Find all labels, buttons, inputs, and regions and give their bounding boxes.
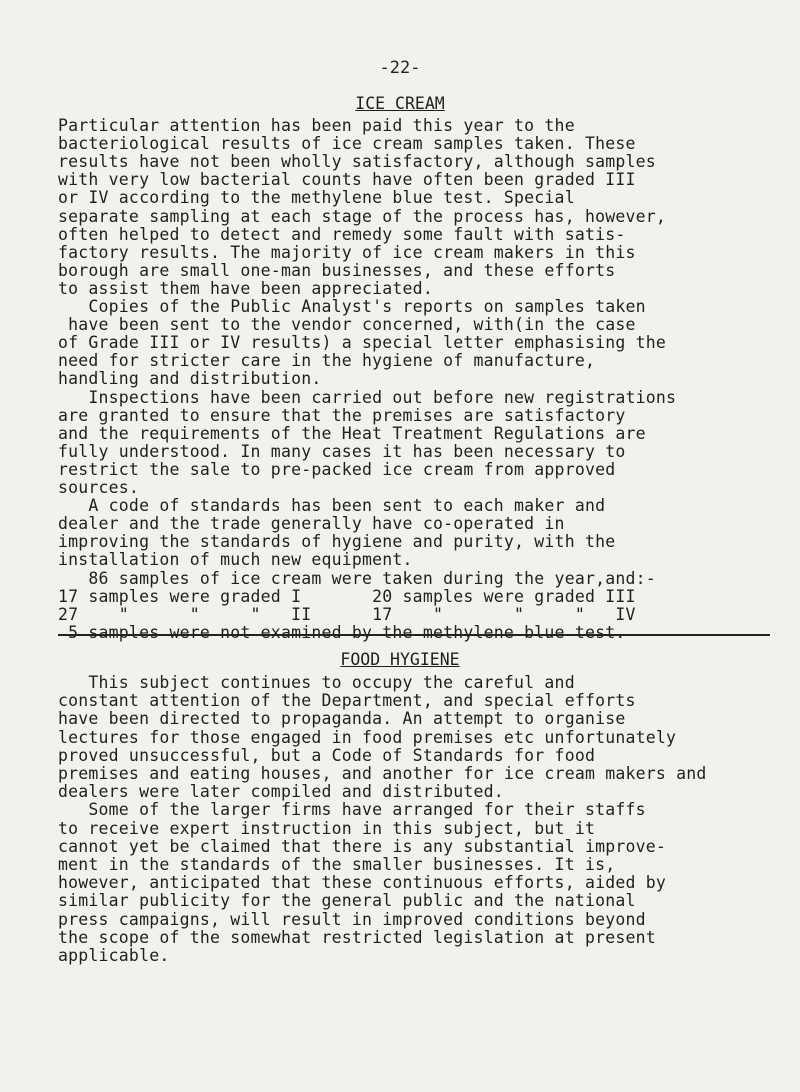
text-line: premises and eating houses, and another for ice cream makers and xyxy=(58,764,707,783)
text-line: applicable. xyxy=(58,946,170,965)
text-line: often helped to detect and remedy some fault with satis- xyxy=(58,224,626,244)
text-line: Inspections have been carried out before new registrations xyxy=(58,387,677,407)
text-line: with very low bacterial counts have often been graded III xyxy=(58,170,636,190)
text-line: 17 samples were graded I 20 samples were graded III xyxy=(58,586,636,606)
text-line: improving the standards of hygiene and purity, with the xyxy=(58,532,616,552)
text-line: sources. xyxy=(58,478,140,497)
text-line: 5 samples were not examined by the methylene blue test. xyxy=(58,622,626,642)
text-line: restrict the sale to pre-packed ice cream from approved xyxy=(58,459,616,479)
section-heading-ice-cream xyxy=(0,94,800,113)
text-line: and the requirements of the Heat Treatment Regulations are xyxy=(58,423,646,443)
text-line: lectures for those engaged in food premises etc unfortunately xyxy=(58,727,677,747)
text-line: press campaigns, will result in improved conditions beyond xyxy=(58,909,646,929)
text-line: dealer and the trade generally have co-operated in xyxy=(58,514,565,534)
text-line: 86 samples of ice cream were taken during the year,and:- xyxy=(58,568,656,588)
text-line: cannot yet be claimed that there is any substantial improve- xyxy=(58,836,667,856)
text-line: This subject continues to occupy the careful and xyxy=(58,673,575,692)
text-line: fully understood. In many cases it has been necessary to xyxy=(58,441,626,461)
text-line: of Grade III or IV results) a special letter emphasising the xyxy=(58,333,667,353)
text-line: Copies of the Public Analyst's reports on samples taken xyxy=(58,297,646,316)
text-line: A code of standards has been sent to each maker and xyxy=(58,496,606,516)
text-line: results have not been wholly satisfactory, although samples xyxy=(58,152,656,172)
text-line: installation of much new equipment. xyxy=(58,550,413,570)
text-line: however, anticipated that these continuous efforts, aided by xyxy=(58,873,667,893)
text-line: constant attention of the Department, and special efforts xyxy=(58,691,636,711)
text-line: 27 " " " II 17 " " " IV xyxy=(58,604,636,624)
text-line: borough are small one-man businesses, and these efforts xyxy=(58,260,616,280)
text-line: or IV according to the methylene blue test. Special xyxy=(58,188,575,208)
text-line: to receive expert instruction in this subject, but it xyxy=(58,818,596,838)
text-line: separate sampling at each stage of the process has, however, xyxy=(58,206,667,226)
text-line: have been directed to propaganda. An attempt to organise xyxy=(58,709,626,729)
text-line: to assist them have been appreciated. xyxy=(58,278,433,298)
text-line: factory results. The majority of ice cream makers in this xyxy=(58,242,636,262)
text-line: handling and distribution. xyxy=(58,369,322,389)
text-line: Particular attention has been paid this year to the xyxy=(58,116,575,135)
text-line: need for stricter care in the hygiene of manufacture, xyxy=(58,351,596,371)
text-line: the scope of the somewhat restricted legislation at present xyxy=(58,927,656,947)
heading-text: ICE CREAM xyxy=(355,94,445,113)
page-number: -22- xyxy=(379,58,421,78)
section-divider xyxy=(58,634,770,636)
heading-text: FOOD HYGIENE xyxy=(340,650,460,669)
text-line: ment in the standards of the smaller businesses. It is, xyxy=(58,855,616,874)
text-line: proved unsuccessful, but a Code of Standards for food xyxy=(58,745,596,765)
text-line: similar publicity for the general public and the national xyxy=(58,891,636,911)
section-heading-food-hygiene xyxy=(0,650,800,669)
text-line: dealers were later compiled and distributed. xyxy=(58,782,504,802)
text-line: bacteriological results of ice cream samples taken. These xyxy=(58,134,636,154)
text-line: are granted to ensure that the premises are satisfactory xyxy=(58,405,626,425)
text-line: have been sent to the vendor concerned, with(in the case xyxy=(58,315,636,335)
text-line: Some of the larger firms have arranged for their staffs xyxy=(58,800,646,820)
